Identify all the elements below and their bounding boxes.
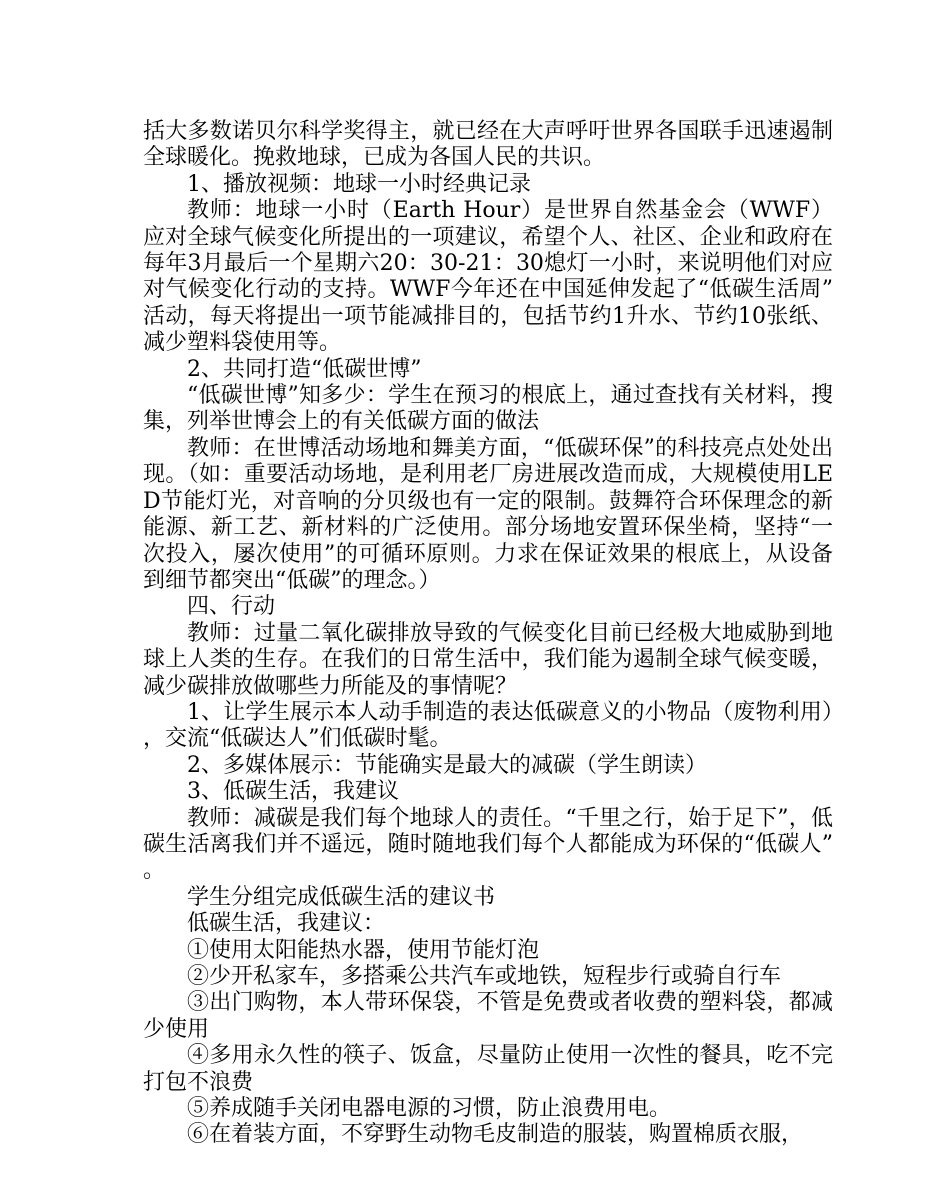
paragraph: “低碳世博”知多少：学生在预习的根底上，通过查找有关材料，搜集，列举世博会上的有关低碳方面的做法: [143, 383, 833, 435]
list-item: ③出门购物，本人带环保袋，不管是免费或者收费的塑料袋，都减少使用: [143, 990, 833, 1042]
paragraph: 2、共同打造“低碳世博”: [187, 356, 422, 382]
paragraph: 2、多媒体展示：节能确实是最大的减碳（学生朗读）: [187, 752, 707, 778]
paragraph: 低碳生活，我建议：: [187, 911, 386, 937]
paragraph: 教师：减碳是我们每个地球人的责任。“千里之行，始于足下”，低碳生活离我们并不遥远，随时随地我们每个人都能成为环保的“低碳人”。: [143, 805, 833, 884]
paragraph: 3、低碳生活，我建议: [187, 779, 399, 805]
list-item: ⑤养成随手关闭电器电源的习惯，防止浪费用电。: [187, 1096, 672, 1122]
list-item: ⑥在着装方面，不穿野生动物毛皮制造的服装，购置棉质衣服，: [187, 1122, 804, 1148]
list-item: ④多用永久性的筷子、饭盒，尽量防止使用一次性的餐具，吃不完打包不浪费: [143, 1043, 833, 1095]
paragraph: 教师：在世博活动场地和舞美方面，“低碳环保”的科技亮点处处出现。（如：重要活动场地，是利用老厂房进展改造而成，大规模使用LED节能灯光，对音响的分贝级也有一定的限制。鼓舞符合环保理念的新能源、新工艺、新材料的广泛使用。部分场地安置环保坐椅，坚持“一次投入，屡次使用”的可循环原则。力求在保证效果的根底上，从设备到细节都突出“低碳”的理念。）: [143, 435, 833, 593]
paragraph: 括大多数诺贝尔科学奖得主，就已经在大声呼吁世界各国联手迅速遏制全球暖化。挽救地球，已成为各国人民的共识。: [143, 119, 833, 171]
paragraph: 教师：过量二氧化碳排放导致的气候变化目前已经极大地威胁到地球上人类的生存。在我们的日常生活中，我们能为遏制全球气候变暖，减少碳排放做哪些力所能及的事情呢？: [143, 620, 833, 699]
list-item: ②少开私家车，多搭乘公共汽车或地铁，短程步行或骑自行车: [187, 964, 782, 989]
paragraph: 1、让学生展示本人动手制造的表达低碳意义的小物品（废物利用），交流“低碳达人”们低碳时髦。: [143, 699, 833, 752]
paragraph: 1、播放视频：地球一小时经典记录: [187, 171, 531, 197]
list-item: ①使用太阳能热水器，使用节能灯泡: [187, 937, 540, 963]
paragraph: 教师：地球一小时（Earth Hour）是世界自然基金会（WWF）应对全球气候变化所提出的一项建议，希望个人、社区、企业和政府在每年3月最后一个星期六20：30-21：30熄灯一小时，来说明他们对应对气候变化行动的支持。WWF今年还在中国延伸发起了“低碳生活周”活动，每天将提出一项节能减排目的，包括节约1升水、节约10张纸、减少塑料袋使用等。: [143, 198, 833, 356]
paragraph: 学生分组完成低碳生活的建议书: [187, 884, 496, 910]
section-heading: 四、行动: [187, 594, 276, 620]
document-body: [143, 119, 833, 1149]
